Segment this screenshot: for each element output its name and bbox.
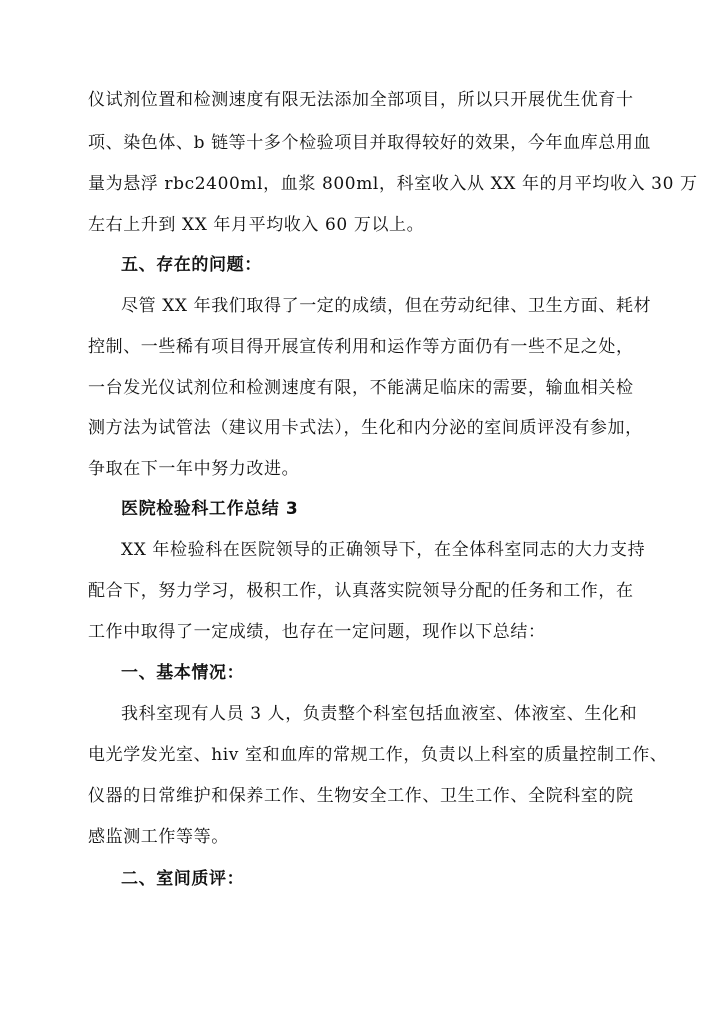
paragraph-4-line-4: 感监测工作等等。 xyxy=(88,827,229,847)
paragraph-1-line-2: 项、染色体、b 链等十多个检验项目并取得较好的效果，今年血库总用血 xyxy=(88,133,652,153)
paragraph-1-line-1: 仪试剂位置和检测速度有限无法添加全部项目，所以只开展优生优育十 xyxy=(88,90,634,110)
document-subtitle: 医院检验科工作总结 3 xyxy=(121,499,299,519)
paragraph-4-line-3: 仪器的日常维护和保养工作、生物安全工作、卫生工作、全院科室的院 xyxy=(88,786,634,806)
paragraph-4-line-1: 我科室现有人员 3 人，负责整个科室包括血液室、体液室、生化和 xyxy=(121,704,638,724)
section-heading-eqa: 二、室间质评： xyxy=(121,869,245,889)
paragraph-2-line-3: 一台发光仪试剂位和检测速度有限，不能满足临床的需要，输血相关检 xyxy=(88,378,634,398)
paragraph-2-line-5: 争取在下一年中努力改进。 xyxy=(88,459,300,479)
paragraph-3-line-3: 工作中取得了一定成绩，也存在一定问题，现作以下总结： xyxy=(88,622,546,642)
paragraph-2-line-2: 控制、一些稀有项目得开展宣传利用和运作等方面仍有一些不足之处， xyxy=(88,337,634,357)
paragraph-3-line-2: 配合下，努力学习，极积工作，认真落实院领导分配的任务和工作，在 xyxy=(88,581,634,601)
paragraph-3-line-1: XX 年检验科在医院领导的正确领导下，在全体科室同志的大力支持 xyxy=(121,540,646,560)
section-heading-basic-info: 一、基本情况： xyxy=(121,663,245,683)
paragraph-1-line-4: 左右上升到 XX 年月平均收入 60 万以上。 xyxy=(88,215,425,235)
paragraph-1-line-3: 量为悬浮 rbc2400ml，血浆 800ml，科室收入从 XX 年的月平均收入 30 万 xyxy=(88,174,698,194)
paragraph-2-line-4: 测方法为试管法（建议用卡式法），生化和内分泌的室间质评没有参加， xyxy=(88,418,643,438)
paragraph-2-line-1: 尽管 XX 年我们取得了一定的成绩，但在劳动纪律、卫生方面、耗材 xyxy=(121,296,652,316)
paragraph-4-line-2: 电光学发光室、hiv 室和血库的常规工作，负责以上科室的质量控制工作、 xyxy=(88,745,668,765)
section-heading-problems: 五、存在的问题： xyxy=(121,255,262,275)
